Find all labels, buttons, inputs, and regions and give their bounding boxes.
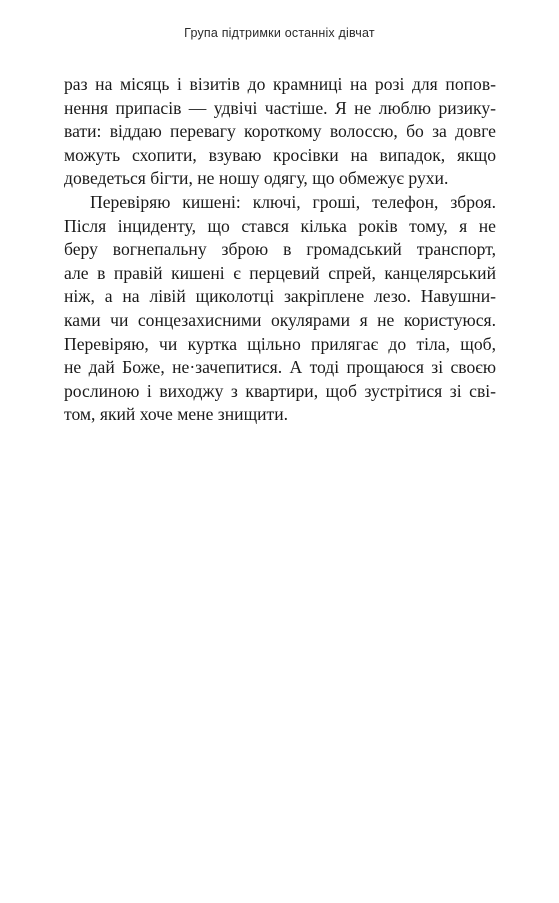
text-line: рослиною і виходжу з квартири, щоб зустрітися зі сві- [64, 380, 496, 401]
body-text [64, 73, 496, 427]
paragraph-2 [64, 191, 496, 427]
running-header: Група підтримки останніх дівчат [184, 26, 375, 40]
text-line: доведеться бігти, не ношу одягу, що обмежує рухи. [64, 168, 449, 189]
text-line: не дай Боже, не·зачепитися. А тоді прощаюся зі своєю [64, 357, 496, 378]
text-line: том, який хоче мене знищити. [64, 404, 289, 425]
text-line: ніж, а на лівій щиколотці закріплене лезо. Навушни- [64, 286, 496, 307]
text-line: Перевіряю, чи куртка щільно прилягає до тіла, щоб, [64, 333, 496, 354]
text-line: нення припасів — удвічі частіше. Я не люблю ризику- [64, 97, 496, 118]
text-line: Перевіряю кишені: ключі, гроші, телефон, зброя. [90, 191, 496, 212]
text-line: Після інциденту, що стався кілька років тому, я не [64, 215, 496, 236]
paragraph-1 [64, 73, 496, 191]
text-line: беру вогнепальну зброю в громадський транспорт, [64, 239, 496, 260]
text-line: вати: віддаю перевагу короткому волоссю, бо за довге [64, 121, 496, 142]
text-line: ками чи сонцезахисними окулярами я не користуюся. [64, 309, 496, 330]
text-line: раз на місяць і візитів до крамниці на розі для попов- [64, 74, 496, 94]
text-line: але в правій кишені є перцевий спрей, канцелярський [64, 262, 496, 283]
text-line: можуть схопити, взуваю кросівки на випадок, якщо [64, 144, 496, 165]
